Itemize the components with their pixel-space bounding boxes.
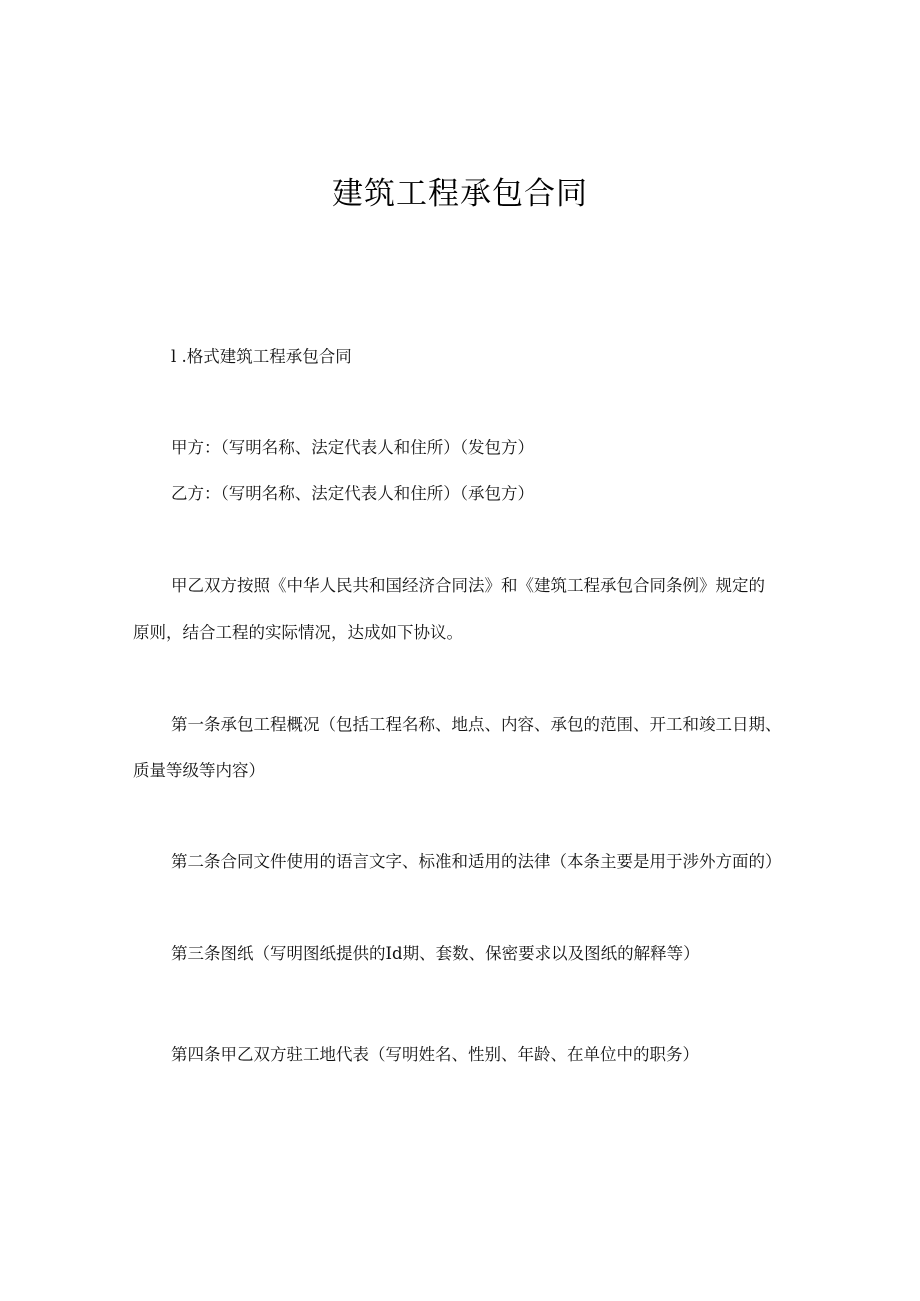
article-1-line-2: 质量等级等内容） (133, 761, 265, 780)
article-4-line: 第四条甲乙双方驻工地代表（写明姓名、性别、年龄、在单位中的职务） (171, 1045, 699, 1064)
article-2-line: 第二条合同文件使用的语言文字、标准和适用的法律（本条主要是用于涉外方面的） (171, 852, 782, 871)
contract-format-heading: l .格式建筑工程承包合同 (171, 347, 352, 366)
article-1-line-1: 第一条承包工程概况（包括工程名称、地点、内容、承包的范围、开工和竣工日期、 (171, 715, 782, 734)
party-a-line: 甲方：（写明名称、法定代表人和住所）（发包方） (171, 438, 534, 457)
preamble-line-1: 甲乙双方按照《中华人民共和国经济合同法》和《建筑工程承包合同条例》规定的 (171, 576, 765, 595)
preamble-line-2: 原则，结合工程的实际情况，达成如下协议。 (133, 623, 463, 642)
party-b-line: 乙方：（写明名称、法定代表人和住所）（承包方） (171, 484, 534, 503)
article-3-line: 第三条图纸（写明图纸提供的Id期、套数、保密要求以及图纸的解释等） (171, 944, 700, 963)
document-title: 建筑工程承包合同 (332, 176, 588, 212)
